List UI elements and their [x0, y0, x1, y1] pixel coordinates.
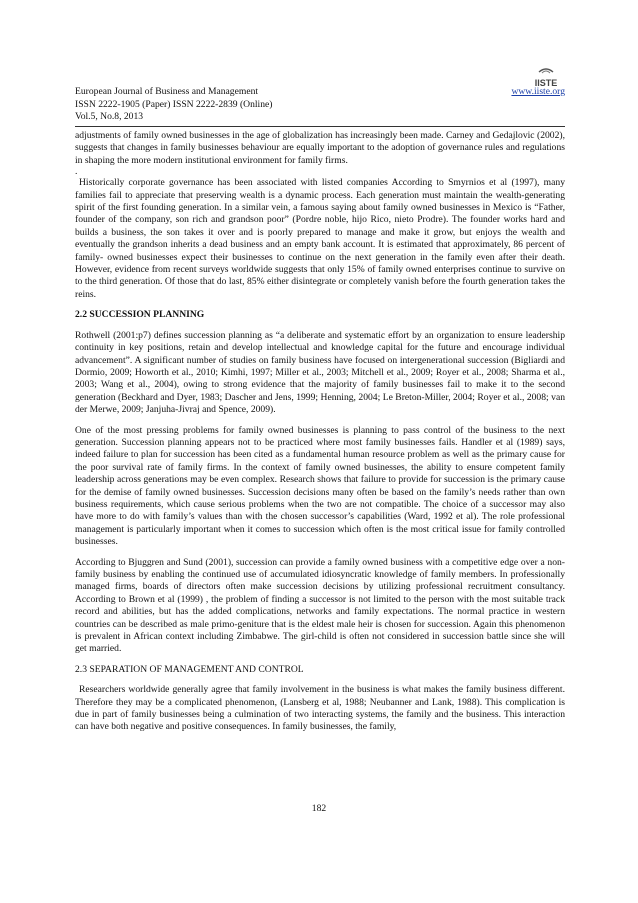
- header-rule: [75, 126, 565, 127]
- body-text: [75, 130, 565, 742]
- paragraph: Historically corporate governance has been associated with listed companies According to Smyrnios et al (1997), many families fail to appreciate that preserving wealth is a dynamic process. Each generation must maintain the wealth-generating spirit of the first founding generation. In a similar vein, a famous saying about family owned businesses in Mexico is “Father, founder of the company, son rich and grandson poor” (Pordre noble, hijo Rico, nieto Prodre). The founder works hard and builds a business, the son takes it over and is poorly prepared to manage and make it grow, but enjoys the wealth and eventually the grandson inherits a dead business and an empty bank account. It is estimated that approximately, 86 percent of family- owned businesses expect their businesses to continue on the next generation in the family even after their death. However, evidence from recent surveys worldwide suggests that only 15% of family owned enterprises continue to survive on to the third generation. Of those that do last, 85% either disintegrate or completely vanish before the fourth generation takes the reins.: [75, 177, 565, 300]
- paragraph: One of the most pressing problems for family owned businesses is planning to pass control of the business to the next generation. Succession planning appears not to be practiced where most family businesses fails. Handler et al (1989) says, indeed failure to plan for succession has been cited as a fundamental human resource problem as well as the primary cause for the poor survival rate of family firms. In the context of family owned businesses, the ability to ensure competent family leadership across generations may be even complex. Research shows that failure to provide for succession is the primary cause for the demise of family owned businesses. Succession decisions many often be based on the family’s needs rather than own business requirements, which cause serious problems when the two are not compatible. The choice of a successor may also have more to do with family’s values than with the chosen successor’s capabilities (Ward, 1992 et al). The role professional management is particularly important when it comes to succession which often is the most critical issue for family controlled businesses.: [75, 424, 565, 548]
- section-heading-separation: 2.3 SEPARATION OF MANAGEMENT AND CONTROL: [75, 663, 304, 675]
- paragraph: Researchers worldwide generally agree that family involvement in the business is what makes the family business different. Therefore they may be a complicated phenomenon, (Lansberg et al, 1988; Neubanner and Lank, 1988). This complication is due in part of family businesses being a culmination of two interacting systems, the family and the business. This interaction can have both negative and positive consequences. In family businesses, the family,: [75, 684, 565, 733]
- journal-url-link[interactable]: www.iiste.org: [511, 86, 565, 97]
- journal-name: European Journal of Business and Management: [75, 86, 259, 97]
- logo-text: IISTE: [534, 78, 558, 88]
- paragraph: According to Bjuggren and Sund (2001), succession can provide a family owned business with a competitive edge over a non-family business by enabling the continued use of accumulated idiosyncratic knowledge of family members. In professionally managed firms, boards of directors often make succession decisions by utilizing professional recruitment consultancy. According to Brown et al (1999) , the problem of finding a successor is not limited to the person with the most suitable track record and abilities, but has the added complications, networks and family expectations. The normal practice in western countries can be described as male primo-geniture that is the eldest male heir is chosen for succession. Again this phenomenon is prevalent in African context including Zimbabwe. The girl-child is often not considered in succession battle since she will get married.: [75, 556, 565, 655]
- paragraph: Rothwell (2001:p7) defines succession planning as “a deliberate and systematic effort by an organization to ensure leadership continuity in key positions, retain and develop intellectual and knowledge capital for the future and encourage individual advancement”. A significant number of studies on family business have focused on intergenerational succession (Bigliardi and Dormio, 2009; Howorth et al., 2010; Kimhi, 1997; Miller et al., 2003; Mitchell et al., 2009; Royer et al., 2008; Sharma et al., 2003; Wang et al., 2004), owing to strong evidence that the majority of family businesses fail to make it to the second generation (Beckhard and Dyer, 1983; Dascher and Jens, 1999; Henning, 2004; Le Breton-Miller, 2004; Royer et al., 2008; van der Merwe, 2009; Janjuha-Jivraj and Spence, 2009).: [75, 329, 565, 416]
- stray-dot: .: [75, 166, 78, 178]
- section-heading-succession: 2.2 SUCCESSION PLANNING: [75, 309, 205, 321]
- page-number: 182: [311, 803, 327, 814]
- volume-line: Vol.5, No.8, 2013: [75, 111, 144, 123]
- running-header: [75, 86, 565, 124]
- paragraph: adjustments of family owned businesses in the age of globalization has increasingly been made. Carney and Gedajlovic (2002), suggests that changes in family businesses behaviour are equally important to the adoption of governance rules and regulations in shaping the more modern institutional environment for family firms.: [75, 130, 565, 166]
- issn-line: ISSN 2222-1905 (Paper) ISSN 2222-2839 (Online): [75, 98, 273, 110]
